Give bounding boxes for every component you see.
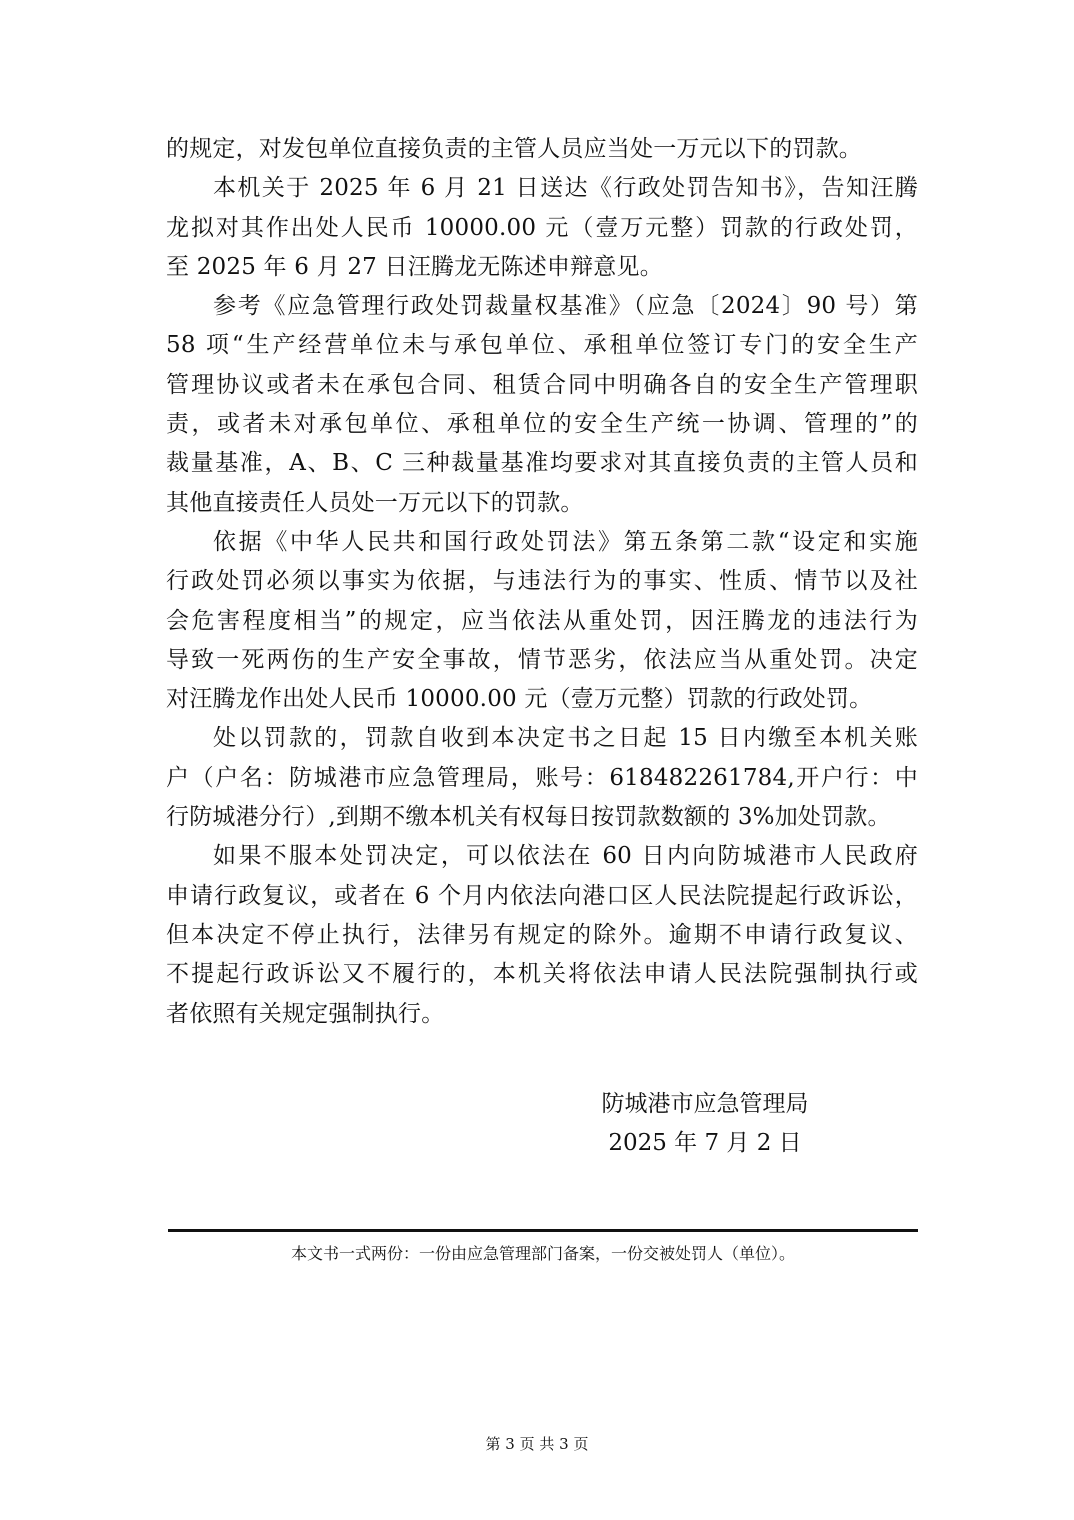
paragraph-discretion-standard xyxy=(166,287,918,523)
text-line: 58 项“生产经营单位未与承包单位、承租单位签订专门的安全生产 xyxy=(166,332,918,359)
text-line: 依据《中华人民共和国行政处罚法》第五条第二款“设定和实施 xyxy=(213,528,918,555)
page-number: 第 3 页 共 3 页 xyxy=(485,1435,589,1453)
text-line: 对汪腾龙作出处人民币 10000.00 元（壹万元整）罚款的行政处罚。 xyxy=(166,686,873,713)
text-line: 本机关于 2025 年 6 月 21 日送达《行政处罚告知书》，告知汪腾 xyxy=(213,175,918,202)
text-line: 者依照有关规定强制执行。 xyxy=(166,1000,445,1027)
text-line: 责，或者未对承包单位、承租单位的安全生产统一协调、管理的”的 xyxy=(166,411,918,438)
footnote: 本文书一式两份：一份由应急管理部门备案，一份交被处罚人（单位）。 xyxy=(290,1244,795,1263)
text-line: 申请行政复议，或者在 6 个月内依法向港口区人民法院提起行政诉讼， xyxy=(166,882,918,909)
paragraph-appeal-rights xyxy=(166,837,918,1033)
text-line: 参考《应急管理行政处罚裁量权基准》（应急〔2024〕90 号）第 xyxy=(213,293,918,320)
text-line: 行政处罚必须以事实为依据，与违法行为的事实、性质、情节以及社 xyxy=(166,568,918,595)
text-line: 至 2025 年 6 月 27 日汪腾龙无陈述申辩意见。 xyxy=(166,253,663,280)
text-line: 龙拟对其作出处人民币 10000.00 元（壹万元整）罚款的行政处罚， xyxy=(166,214,918,241)
text-line: 管理协议或者未在承包合同、租赁合同中明确各自的安全生产管理职 xyxy=(166,371,918,398)
footer-divider xyxy=(168,1229,918,1232)
text-line: 裁量基准，A、B、C 三种裁量基准均要求对其直接负责的主管人员和 xyxy=(166,450,918,477)
text-line: 处以罚款的，罚款自收到本决定书之日起 15 日内缴至本机关账 xyxy=(213,725,918,752)
text-line: 其他直接责任人员处一万元以下的罚款。 xyxy=(166,489,584,516)
paragraph-legal-basis xyxy=(166,523,918,719)
document-body xyxy=(166,130,918,1034)
signature-date: 2025 年 7 月 2 日 xyxy=(608,1130,802,1156)
text-line: 的规定，对发包单位直接负责的主管人员应当处一万元以下的罚款。 xyxy=(166,136,862,162)
text-line: 行防城港分行）,到期不缴本机关有权每日按罚款数额的 3%加处罚款。 xyxy=(166,804,891,831)
text-line: 但本决定不停止执行，法律另有规定的除外。逾期不申请行政复议、 xyxy=(166,921,918,948)
paragraph-continuation xyxy=(166,130,918,169)
text-line: 户（户名：防城港市应急管理局，账号：618482261784,开户行：中 xyxy=(166,764,918,791)
text-line: 如果不服本处罚决定，可以依法在 60 日内向防城港市人民政府 xyxy=(213,843,918,870)
paragraph-notice-delivery xyxy=(166,169,918,287)
text-line: 会危害程度相当”的规定，应当依法从重处罚，因汪腾龙的违法行为 xyxy=(166,607,918,634)
text-line: 导致一死两伤的生产安全事故，情节恶劣，依法应当从重处罚。决定 xyxy=(166,646,918,673)
signature-organization: 防城港市应急管理局 xyxy=(601,1091,809,1117)
text-line: 不提起行政诉讼又不履行的，本机关将依法申请人民法院强制执行或 xyxy=(166,961,918,988)
paragraph-payment-instructions xyxy=(166,719,918,837)
